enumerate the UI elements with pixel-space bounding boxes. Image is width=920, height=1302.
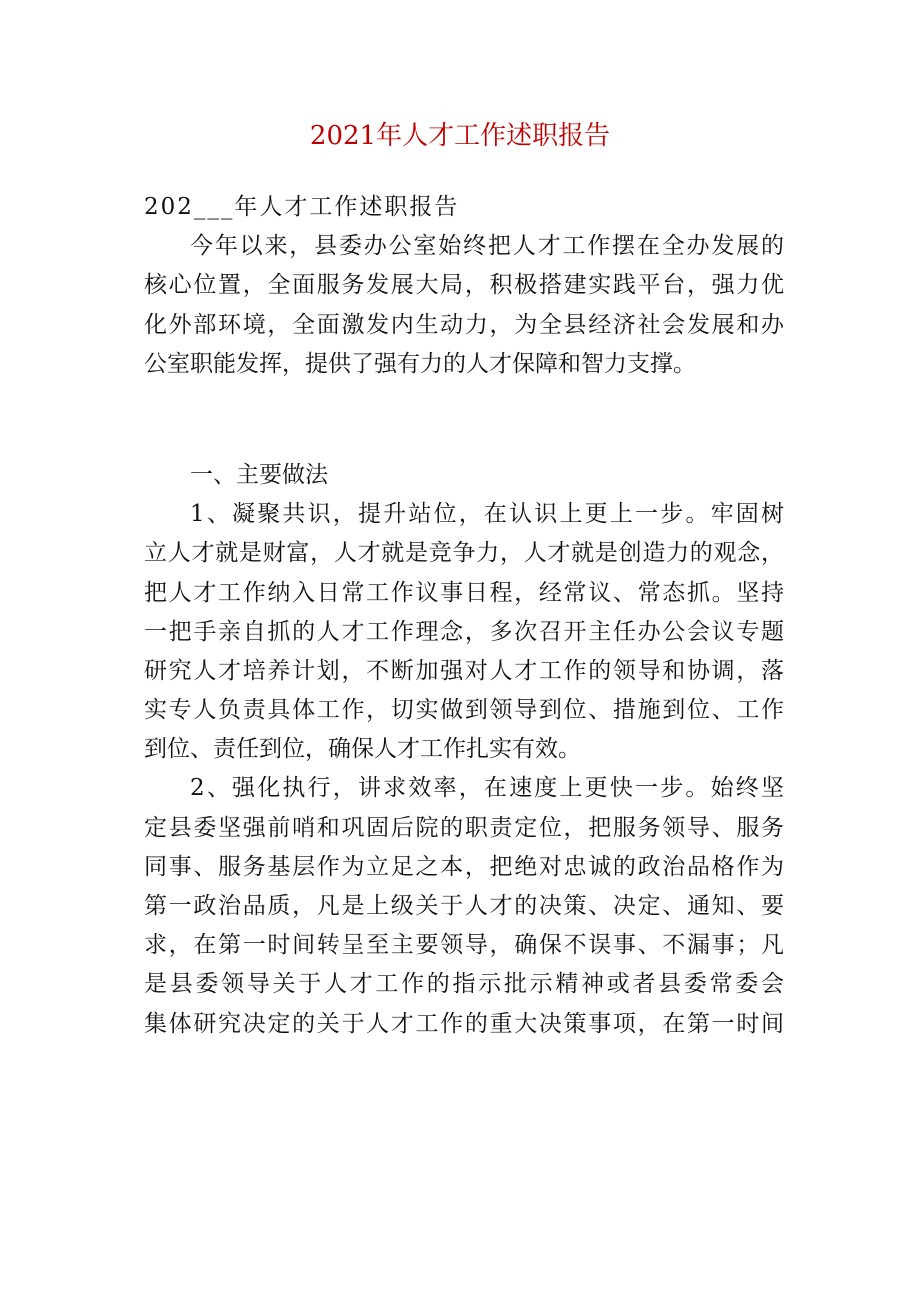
paragraph-line: 到位、责任到位，确保人才工作扎实有效。 [144,736,581,763]
paragraph-line: 实专人负责具体工作，切实做到领导到位、措施到位、工作 [144,697,784,724]
paragraph-line: 把人才工作纳入日常工作议事日程，经常议、常态抓。坚持 [144,579,784,606]
item-1-paragraph [144,495,784,769]
section-heading: 一、主要做法 [190,461,328,488]
item-2-paragraph [144,769,784,1043]
paragraph-line: 1、凝聚共识，提升站位，在认识上更上一步。牢固树 [190,501,784,528]
paragraph-line: 核心位置，全面服务发展大局，积极搭建实践平台，强力优 [144,272,784,299]
paragraph-line: 公室职能发挥，提供了强有力的人才保障和智力支撑。 [144,350,696,377]
paragraph-line: 2、强化执行，讲求效率，在速度上更快一步。始终坚 [190,775,784,802]
document-body [144,188,784,1044]
paragraph-line: 今年以来，县委办公室始终把人才工作摆在全办发展的 [190,233,784,260]
paragraph-line: 一把手亲自抓的人才工作理念，多次召开主任办公会议专题 [144,618,784,645]
paragraph-gap [144,384,784,456]
paragraph-line: 化外部环境，全面激发内生动力，为全县经济社会发展和办 [144,311,784,338]
paragraph-line: 第一政治品质，凡是上级关于人才的决策、决定、通知、要 [144,893,784,919]
paragraph-line: 同事、服务基层作为立足之本，把绝对忠诚的政治品格作为 [144,853,784,880]
intro-paragraph [144,227,784,384]
document-title: 2021年人才工作述职报告 [309,121,611,151]
document-subtitle: 202___年人才工作述职报告 [144,194,460,220]
paragraph-line: 定县委坚强前哨和巩固后院的职责定位，把服务领导、服务 [144,814,784,841]
paragraph-line: 集体研究决定的关于人才工作的重大决策事项，在第一时间 [144,1010,784,1037]
paragraph-line: 立人才就是财富，人才就是竞争力，人才就是创造力的观念， [144,540,784,567]
paragraph-line: 是县委领导关于人才工作的指示批示精神或者县委常委会 [144,971,784,998]
paragraph-line: 研究人才培养计划，不断加强对人才工作的领导和协调，落 [144,657,784,684]
paragraph-line: 求，在第一时间转呈至主要领导，确保不误事、不漏事；凡 [144,932,784,959]
